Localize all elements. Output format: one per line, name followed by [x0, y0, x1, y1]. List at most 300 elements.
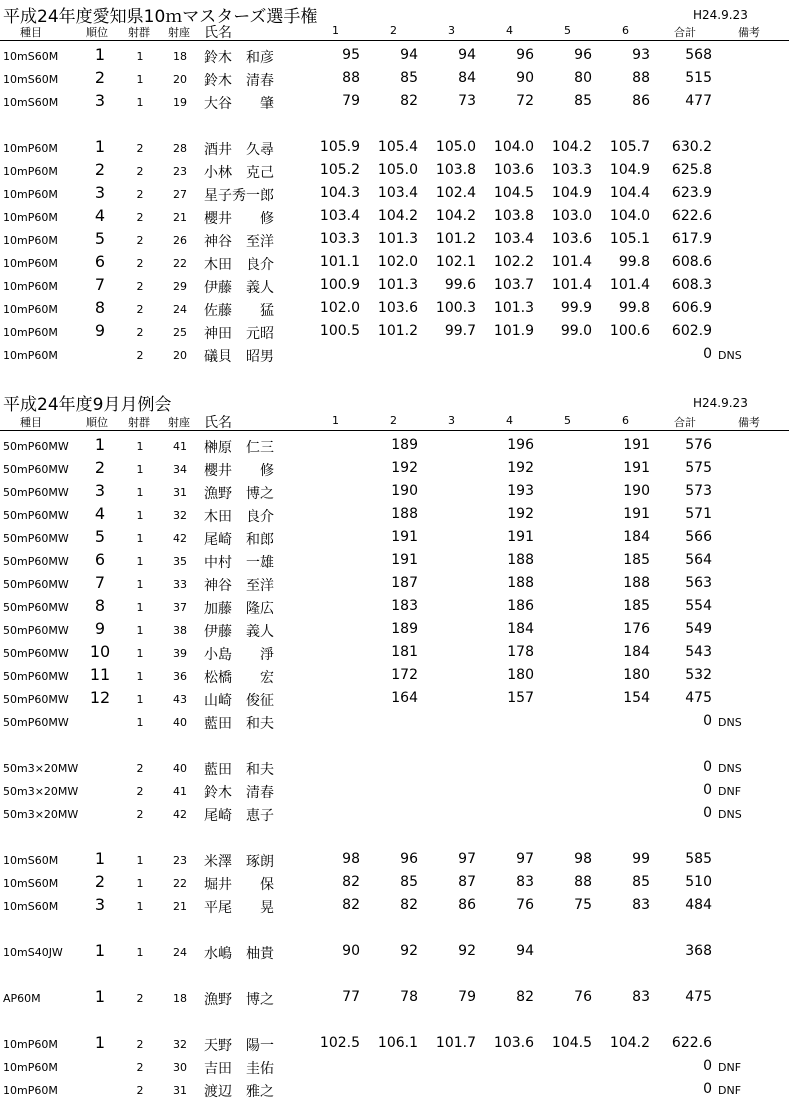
name-cell: 神谷 至洋: [204, 578, 274, 594]
series-2-cell: 85: [400, 70, 418, 86]
seat-cell: 39: [173, 647, 187, 660]
event-cell: 10mP60M: [3, 142, 58, 155]
total-cell: 475: [685, 989, 712, 1005]
name-cell: 藍田 和夫: [204, 762, 274, 778]
series-1-cell: 102.5: [319, 1035, 360, 1051]
note-cell: DNF: [718, 1084, 742, 1097]
seat-cell: 40: [173, 716, 187, 729]
table-row: [0, 480, 789, 503]
name-cell: 松橋 宏: [204, 670, 274, 686]
series-6-cell: 83: [632, 989, 650, 1005]
group-cell: 2: [136, 165, 144, 178]
series-5-cell: 104.2: [551, 139, 592, 155]
series-6-cell: 154: [623, 690, 650, 706]
group-cell: 1: [136, 601, 144, 614]
series-1-cell: 103.3: [319, 231, 360, 247]
event-cell: 50mP60MW: [3, 578, 69, 591]
series-2-cell: 102.0: [377, 254, 418, 270]
total-cell: 630.2: [671, 139, 712, 155]
table-row: [0, 90, 789, 113]
group-cell: 1: [136, 463, 144, 476]
total-cell: 0: [703, 1058, 712, 1074]
series-2-cell: 78: [400, 989, 418, 1005]
total-cell: 573: [685, 483, 712, 499]
name-cell: 山崎 俊征: [204, 693, 274, 709]
table-row: [0, 664, 789, 687]
series-2-cell: 164: [391, 690, 418, 706]
seat-cell: 41: [173, 785, 187, 798]
series-5-cell: 85: [574, 93, 592, 109]
header-series-5: 5: [564, 24, 571, 37]
total-cell: 0: [703, 713, 712, 729]
series-1-cell: 82: [342, 897, 360, 913]
header-seat: 射座: [168, 416, 190, 429]
total-cell: 368: [685, 943, 712, 959]
group-cell: 1: [136, 73, 144, 86]
name-cell: 木田 良介: [204, 257, 274, 273]
series-1-cell: 100.9: [319, 277, 360, 293]
seat-cell: 28: [173, 142, 187, 155]
series-1-cell: 79: [342, 93, 360, 109]
total-cell: 0: [703, 759, 712, 775]
series-3-cell: 100.3: [435, 300, 476, 316]
header-rank: 順位: [86, 26, 108, 39]
series-6-cell: 105.7: [609, 139, 650, 155]
series-3-cell: 101.7: [435, 1035, 476, 1051]
group-cell: 2: [136, 992, 144, 1005]
total-cell: 554: [685, 598, 712, 614]
seat-cell: 21: [173, 900, 187, 913]
series-5-cell: 104.9: [551, 185, 592, 201]
rank-cell: 7: [94, 573, 106, 592]
series-3-cell: 99.7: [444, 323, 476, 339]
section-date: H24.9.23: [693, 8, 748, 22]
group-cell: 1: [136, 693, 144, 706]
rank-cell: 3: [94, 91, 106, 110]
series-2-cell: 190: [391, 483, 418, 499]
series-1-cell: 100.5: [319, 323, 360, 339]
series-2-cell: 105.4: [377, 139, 418, 155]
total-cell: 608.3: [671, 277, 712, 293]
series-4-cell: 101.9: [493, 323, 534, 339]
rank-cell: 9: [94, 321, 106, 340]
rank-cell: 3: [94, 895, 106, 914]
series-1-cell: 90: [342, 943, 360, 959]
table-row: [0, 848, 789, 871]
rank-cell: 1: [94, 137, 106, 156]
table-row: [0, 434, 789, 457]
series-1-cell: 101.1: [319, 254, 360, 270]
series-4-cell: 104.5: [493, 185, 534, 201]
event-cell: 50m3×20MW: [3, 762, 79, 775]
series-3-cell: 79: [458, 989, 476, 1005]
total-cell: 566: [685, 529, 712, 545]
event-cell: 10mS60M: [3, 900, 59, 913]
seat-cell: 36: [173, 670, 187, 683]
total-cell: 484: [685, 897, 712, 913]
total-cell: 543: [685, 644, 712, 660]
rank-cell: 2: [94, 872, 106, 891]
seat-cell: 19: [173, 96, 187, 109]
series-4-cell: 103.6: [493, 162, 534, 178]
series-2-cell: 106.1: [377, 1035, 418, 1051]
seat-cell: 23: [173, 165, 187, 178]
seat-cell: 25: [173, 326, 187, 339]
series-5-cell: 80: [574, 70, 592, 86]
series-4-cell: 101.3: [493, 300, 534, 316]
table-row: [0, 228, 789, 251]
series-5-cell: 101.4: [551, 277, 592, 293]
section-title: 平成24年度9月月例会: [3, 395, 172, 415]
series-2-cell: 85: [400, 874, 418, 890]
table-row: [0, 182, 789, 205]
header-series-3: 3: [448, 414, 455, 427]
total-cell: 532: [685, 667, 712, 683]
seat-cell: 37: [173, 601, 187, 614]
group-cell: 1: [136, 624, 144, 637]
seat-cell: 29: [173, 280, 187, 293]
group-cell: 1: [136, 509, 144, 522]
table-row: [0, 343, 789, 366]
rank-cell: 1: [94, 1033, 106, 1052]
table-row: [0, 549, 789, 572]
series-6-cell: 88: [632, 70, 650, 86]
rank-cell: 6: [94, 550, 106, 569]
event-cell: 10mP60M: [3, 234, 58, 247]
series-4-cell: 188: [507, 575, 534, 591]
series-6-cell: 93: [632, 47, 650, 63]
header-note: 備考: [738, 26, 760, 39]
event-cell: 50mP60MW: [3, 670, 69, 683]
name-cell: 鈴木 清春: [204, 785, 274, 801]
series-2-cell: 103.4: [377, 185, 418, 201]
rank-cell: 2: [94, 160, 106, 179]
series-4-cell: 103.8: [493, 208, 534, 224]
total-cell: 623.9: [671, 185, 712, 201]
spacer-row: [0, 963, 789, 986]
seat-cell: 40: [173, 762, 187, 775]
name-cell: 礒貝 昭男: [204, 349, 274, 365]
series-4-cell: 96: [516, 47, 534, 63]
event-cell: 10mP60M: [3, 1038, 58, 1051]
event-cell: AP60M: [3, 992, 41, 1005]
table-row: [0, 251, 789, 274]
event-cell: 10mP60M: [3, 280, 58, 293]
table-row: [0, 940, 789, 963]
rank-cell: 2: [94, 68, 106, 87]
rank-cell: 8: [94, 596, 106, 615]
group-cell: 2: [136, 326, 144, 339]
name-cell: 伊藤 義人: [204, 280, 274, 296]
series-3-cell: 92: [458, 943, 476, 959]
total-cell: 549: [685, 621, 712, 637]
table-row: [0, 871, 789, 894]
table-row: [0, 274, 789, 297]
group-cell: 2: [136, 349, 144, 362]
series-5-cell: 96: [574, 47, 592, 63]
group-cell: 1: [136, 50, 144, 63]
name-cell: 小林 克己: [204, 165, 274, 181]
series-4-cell: 103.4: [493, 231, 534, 247]
seat-cell: 32: [173, 1038, 187, 1051]
note-cell: DNF: [718, 785, 742, 798]
header-seat: 射座: [168, 26, 190, 39]
event-cell: 50mP60MW: [3, 509, 69, 522]
header-event: 種目: [20, 416, 42, 429]
group-cell: 1: [136, 647, 144, 660]
series-3-cell: 99.6: [444, 277, 476, 293]
name-cell: 木田 良介: [204, 509, 274, 525]
total-cell: 0: [703, 782, 712, 798]
event-cell: 50mP60MW: [3, 463, 69, 476]
event-cell: 50mP60MW: [3, 624, 69, 637]
group-cell: 1: [136, 96, 144, 109]
rank-cell: 9: [94, 619, 106, 638]
seat-cell: 27: [173, 188, 187, 201]
group-cell: 1: [136, 854, 144, 867]
table-row: [0, 136, 789, 159]
series-2-cell: 181: [391, 644, 418, 660]
name-cell: 小島 淨: [204, 647, 274, 663]
group-cell: 1: [136, 555, 144, 568]
rank-cell: 4: [94, 206, 106, 225]
name-cell: 水嶋 柚貴: [204, 946, 274, 962]
table-row: [0, 779, 789, 802]
seat-cell: 35: [173, 555, 187, 568]
header-total: 合計: [674, 416, 696, 429]
spacer-row: [0, 113, 789, 136]
series-6-cell: 105.1: [609, 231, 650, 247]
group-cell: 1: [136, 670, 144, 683]
event-cell: 10mP60M: [3, 165, 58, 178]
total-cell: 585: [685, 851, 712, 867]
group-cell: 2: [136, 257, 144, 270]
table-header: [0, 413, 789, 431]
header-series-1: 1: [332, 24, 339, 37]
group-cell: 1: [136, 578, 144, 591]
rank-cell: 4: [94, 504, 106, 523]
name-cell: 佐藤 猛: [204, 303, 274, 319]
rank-cell: 5: [94, 229, 106, 248]
series-4-cell: 103.7: [493, 277, 534, 293]
series-2-cell: 101.3: [377, 231, 418, 247]
series-1-cell: 95: [342, 47, 360, 63]
series-3-cell: 102.1: [435, 254, 476, 270]
event-cell: 50mP60MW: [3, 601, 69, 614]
series-2-cell: 188: [391, 506, 418, 522]
name-cell: 加藤 隆広: [204, 601, 274, 617]
table-row: [0, 641, 789, 664]
series-1-cell: 102.0: [319, 300, 360, 316]
series-4-cell: 184: [507, 621, 534, 637]
name-cell: 星子秀一郎: [204, 188, 274, 204]
series-1-cell: 105.9: [319, 139, 360, 155]
group-cell: 1: [136, 486, 144, 499]
seat-cell: 18: [173, 992, 187, 1005]
header-series-4: 4: [506, 414, 513, 427]
series-5-cell: 88: [574, 874, 592, 890]
seat-cell: 31: [173, 486, 187, 499]
name-cell: 藍田 和夫: [204, 716, 274, 732]
table-row: [0, 986, 789, 1009]
event-cell: 10mS60M: [3, 96, 59, 109]
name-cell: 伊藤 義人: [204, 624, 274, 640]
series-6-cell: 86: [632, 93, 650, 109]
group-cell: 1: [136, 716, 144, 729]
header-series-2: 2: [390, 414, 397, 427]
rank-cell: 1: [94, 435, 106, 454]
series-3-cell: 105.0: [435, 139, 476, 155]
header-event: 種目: [20, 26, 42, 39]
series-4-cell: 193: [507, 483, 534, 499]
total-cell: 571: [685, 506, 712, 522]
table-row: [0, 320, 789, 343]
group-cell: 2: [136, 808, 144, 821]
event-cell: 10mP60M: [3, 188, 58, 201]
name-cell: 尾崎 和郎: [204, 532, 274, 548]
series-6-cell: 176: [623, 621, 650, 637]
event-cell: 50mP60MW: [3, 555, 69, 568]
series-2-cell: 189: [391, 437, 418, 453]
series-1-cell: 88: [342, 70, 360, 86]
group-cell: 2: [136, 1061, 144, 1074]
total-cell: 625.8: [671, 162, 712, 178]
rank-cell: 1: [94, 941, 106, 960]
rank-cell: 5: [94, 527, 106, 546]
series-2-cell: 103.6: [377, 300, 418, 316]
table-row: [0, 67, 789, 90]
total-cell: 563: [685, 575, 712, 591]
event-cell: 10mP60M: [3, 1061, 58, 1074]
series-5-cell: 103.0: [551, 208, 592, 224]
table-row: [0, 44, 789, 67]
table-row: [0, 710, 789, 733]
event-cell: 10mS60M: [3, 50, 59, 63]
header-series-2: 2: [390, 24, 397, 37]
name-cell: 櫻井 修: [204, 211, 274, 227]
rank-cell: 1: [94, 987, 106, 1006]
series-4-cell: 157: [507, 690, 534, 706]
header-series-3: 3: [448, 24, 455, 37]
group-cell: 1: [136, 877, 144, 890]
series-4-cell: 97: [516, 851, 534, 867]
table-row: [0, 1078, 789, 1101]
group-cell: 2: [136, 785, 144, 798]
name-cell: 榊原 仁三: [204, 440, 274, 456]
series-6-cell: 85: [632, 874, 650, 890]
series-6-cell: 188: [623, 575, 650, 591]
series-2-cell: 92: [400, 943, 418, 959]
series-4-cell: 192: [507, 460, 534, 476]
table-row: [0, 526, 789, 549]
series-5-cell: 103.6: [551, 231, 592, 247]
series-1-cell: 77: [342, 989, 360, 1005]
event-cell: 10mP60M: [3, 257, 58, 270]
group-cell: 2: [136, 211, 144, 224]
total-cell: 617.9: [671, 231, 712, 247]
series-6-cell: 185: [623, 552, 650, 568]
event-cell: 50mP60MW: [3, 532, 69, 545]
event-cell: 50mP60MW: [3, 440, 69, 453]
seat-cell: 18: [173, 50, 187, 63]
name-cell: 吉田 圭佑: [204, 1061, 274, 1077]
series-6-cell: 191: [623, 460, 650, 476]
series-6-cell: 104.2: [609, 1035, 650, 1051]
table-row: [0, 687, 789, 710]
series-6-cell: 191: [623, 437, 650, 453]
seat-cell: 24: [173, 303, 187, 316]
series-4-cell: 186: [507, 598, 534, 614]
series-2-cell: 82: [400, 93, 418, 109]
series-1-cell: 104.3: [319, 185, 360, 201]
seat-cell: 21: [173, 211, 187, 224]
series-2-cell: 82: [400, 897, 418, 913]
series-4-cell: 94: [516, 943, 534, 959]
header-series-5: 5: [564, 414, 571, 427]
series-4-cell: 188: [507, 552, 534, 568]
table-row: [0, 572, 789, 595]
table-row: [0, 1032, 789, 1055]
series-6-cell: 184: [623, 644, 650, 660]
seat-cell: 33: [173, 578, 187, 591]
series-6-cell: 184: [623, 529, 650, 545]
series-3-cell: 97: [458, 851, 476, 867]
seat-cell: 43: [173, 693, 187, 706]
group-cell: 2: [136, 280, 144, 293]
series-1-cell: 103.4: [319, 208, 360, 224]
event-cell: 50mP60MW: [3, 693, 69, 706]
series-5-cell: 75: [574, 897, 592, 913]
series-2-cell: 101.2: [377, 323, 418, 339]
series-5-cell: 101.4: [551, 254, 592, 270]
series-6-cell: 104.0: [609, 208, 650, 224]
seat-cell: 38: [173, 624, 187, 637]
seat-cell: 20: [173, 73, 187, 86]
series-3-cell: 84: [458, 70, 476, 86]
series-5-cell: 99.9: [560, 300, 592, 316]
group-cell: 2: [136, 234, 144, 247]
rank-cell: 6: [94, 252, 106, 271]
section-title: 平成24年度愛知県10ｍマスターズ選手権: [3, 7, 318, 27]
series-5-cell: 76: [574, 989, 592, 1005]
series-4-cell: 103.6: [493, 1035, 534, 1051]
seat-cell: 23: [173, 854, 187, 867]
note-cell: DNS: [718, 349, 742, 362]
header-group: 射群: [128, 416, 150, 429]
series-4-cell: 76: [516, 897, 534, 913]
seat-cell: 42: [173, 808, 187, 821]
series-4-cell: 83: [516, 874, 534, 890]
group-cell: 1: [136, 946, 144, 959]
header-name: 氏名: [204, 415, 232, 431]
header-series-4: 4: [506, 24, 513, 37]
event-cell: 10mS60M: [3, 854, 59, 867]
event-cell: 50mP60MW: [3, 716, 69, 729]
event-cell: 50m3×20MW: [3, 785, 79, 798]
header-series-6: 6: [622, 414, 629, 427]
event-cell: 50mP60MW: [3, 647, 69, 660]
event-cell: 10mS60M: [3, 877, 59, 890]
spacer-row: [0, 825, 789, 848]
series-4-cell: 180: [507, 667, 534, 683]
total-cell: 510: [685, 874, 712, 890]
table-row: [0, 457, 789, 480]
rank-cell: 1: [94, 849, 106, 868]
series-2-cell: 104.2: [377, 208, 418, 224]
table-row: [0, 1055, 789, 1078]
seat-cell: 20: [173, 349, 187, 362]
total-cell: 477: [685, 93, 712, 109]
